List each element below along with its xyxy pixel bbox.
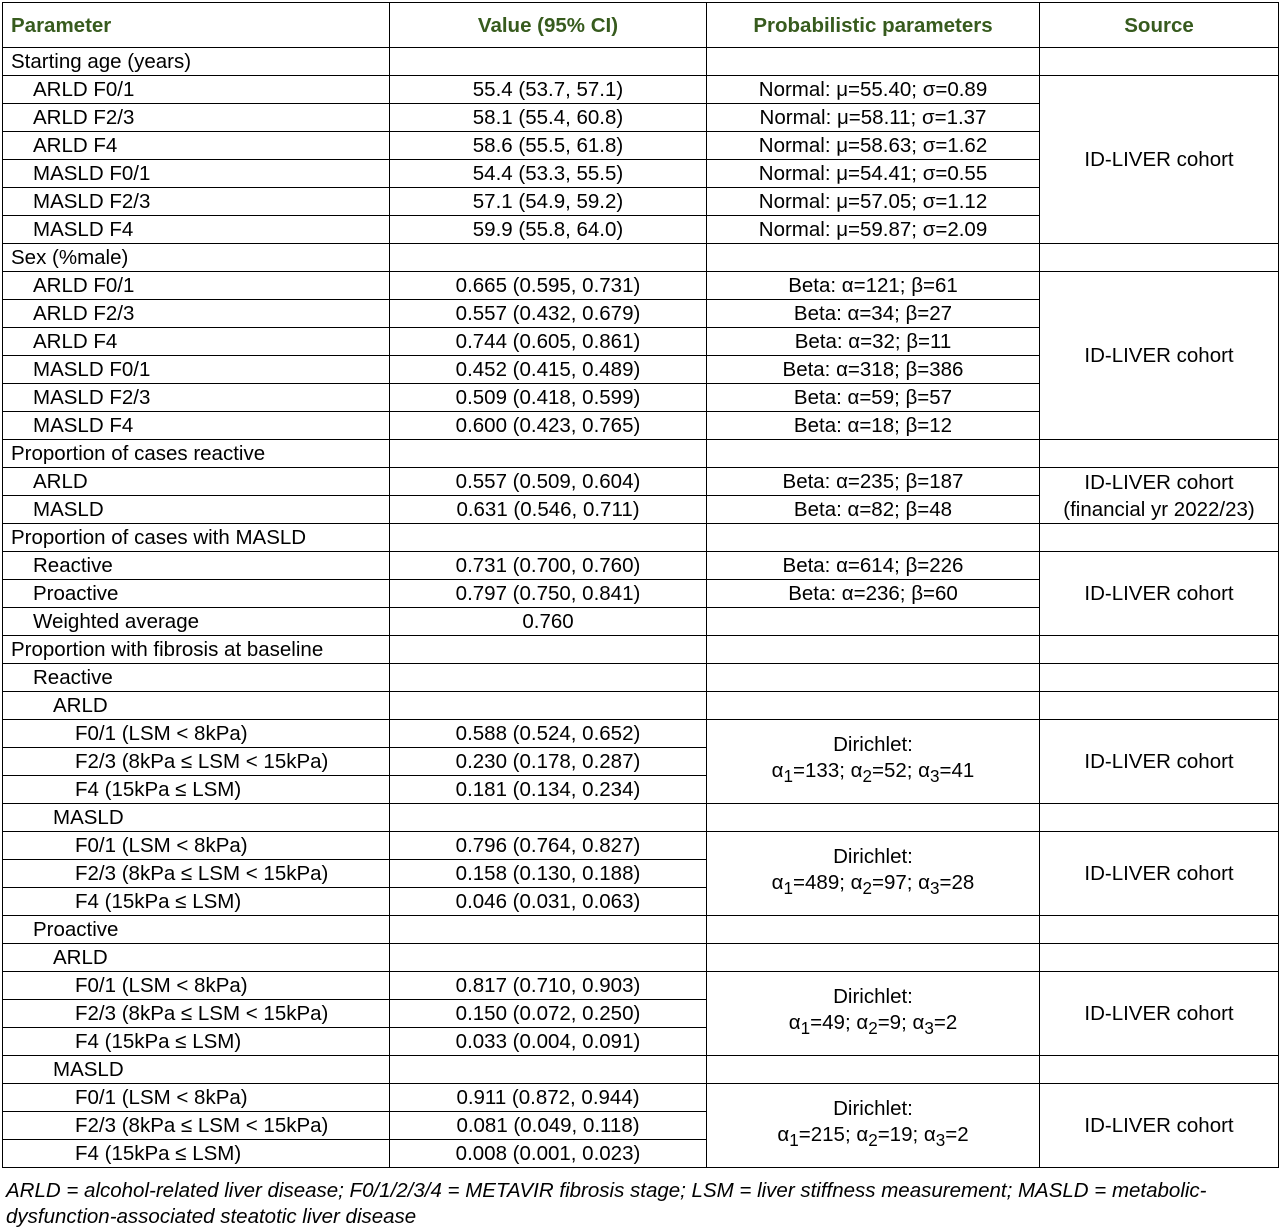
table-row bbox=[3, 76, 1279, 104]
row-value: 55.4 (53.7, 57.1) bbox=[390, 76, 707, 104]
row-name: F2/3 (8kPa ≤ LSM < 15kPa) bbox=[3, 748, 390, 776]
empty-cell bbox=[1040, 916, 1279, 944]
empty-cell bbox=[1040, 636, 1279, 664]
empty-cell bbox=[390, 244, 707, 272]
section-label: Proportion of cases with MASLD bbox=[3, 524, 390, 552]
row-prob bbox=[707, 608, 1040, 636]
row-prob: Beta: α=32; β=11 bbox=[707, 328, 1040, 356]
section-row bbox=[3, 440, 1279, 468]
empty-cell bbox=[707, 804, 1040, 832]
row-name: MASLD F0/1 bbox=[3, 160, 390, 188]
empty-cell bbox=[1040, 664, 1279, 692]
row-name: F0/1 (LSM < 8kPa) bbox=[3, 720, 390, 748]
group-row bbox=[3, 1056, 1279, 1084]
row-value: 0.181 (0.134, 0.234) bbox=[390, 776, 707, 804]
empty-cell bbox=[1040, 48, 1279, 76]
row-value: 0.665 (0.595, 0.731) bbox=[390, 272, 707, 300]
row-source: ID-LIVER cohort bbox=[1040, 1084, 1279, 1168]
row-value: 0.557 (0.432, 0.679) bbox=[390, 300, 707, 328]
group-row bbox=[3, 944, 1279, 972]
row-prob: Beta: α=614; β=226 bbox=[707, 552, 1040, 580]
dirichlet-label: Dirichlet: bbox=[833, 985, 913, 1009]
row-source: ID-LIVER cohort bbox=[1040, 720, 1279, 804]
row-value: 59.9 (55.8, 64.0) bbox=[390, 216, 707, 244]
row-prob: Beta: α=18; β=12 bbox=[707, 412, 1040, 440]
group-label: ARLD bbox=[3, 944, 390, 972]
empty-cell bbox=[707, 636, 1040, 664]
section-label: Starting age (years) bbox=[3, 48, 390, 76]
header-source: Source bbox=[1040, 3, 1279, 48]
row-value: 0.081 (0.049, 0.118) bbox=[390, 1112, 707, 1140]
row-value: 54.4 (53.3, 55.5) bbox=[390, 160, 707, 188]
empty-cell bbox=[390, 692, 707, 720]
row-value: 0.158 (0.130, 0.188) bbox=[390, 860, 707, 888]
row-name: F4 (15kPa ≤ LSM) bbox=[3, 888, 390, 916]
parameters-table bbox=[2, 2, 1279, 1168]
table-row bbox=[3, 832, 1279, 860]
row-source: ID-LIVER cohort bbox=[1040, 76, 1279, 244]
row-value: 0.509 (0.418, 0.599) bbox=[390, 384, 707, 412]
empty-cell bbox=[707, 692, 1040, 720]
group-label: ARLD bbox=[3, 692, 390, 720]
empty-cell bbox=[707, 524, 1040, 552]
table-row bbox=[3, 468, 1279, 496]
dirichlet-alphas: $\alpha_1=215$; $\alpha_2=19$; $\alpha_3=2$ bbox=[777, 1123, 969, 1151]
row-name: MASLD F4 bbox=[3, 216, 390, 244]
empty-cell bbox=[707, 1056, 1040, 1084]
row-source: ID-LIVER cohort bbox=[1040, 552, 1279, 636]
row-name: F2/3 (8kPa ≤ LSM < 15kPa) bbox=[3, 1112, 390, 1140]
row-name: F4 (15kPa ≤ LSM) bbox=[3, 1028, 390, 1056]
row-name: Proactive bbox=[3, 580, 390, 608]
group-row bbox=[3, 692, 1279, 720]
empty-cell bbox=[390, 636, 707, 664]
empty-cell bbox=[390, 1056, 707, 1084]
row-value: 0.452 (0.415, 0.489) bbox=[390, 356, 707, 384]
empty-cell bbox=[390, 524, 707, 552]
row-name: F0/1 (LSM < 8kPa) bbox=[3, 832, 390, 860]
table-row bbox=[3, 1084, 1279, 1112]
row-value: 0.760 bbox=[390, 608, 707, 636]
row-prob: Beta: α=235; β=187 bbox=[707, 468, 1040, 496]
row-value: 0.046 (0.031, 0.063) bbox=[390, 888, 707, 916]
group-label: MASLD bbox=[3, 1056, 390, 1084]
row-value: 0.744 (0.605, 0.861) bbox=[390, 328, 707, 356]
row-source: ID-LIVER cohort bbox=[1040, 272, 1279, 440]
source-line: (financial yr 2022/23) bbox=[1063, 497, 1255, 521]
row-value: 0.911 (0.872, 0.944) bbox=[390, 1084, 707, 1112]
row-name: ARLD F2/3 bbox=[3, 104, 390, 132]
row-source bbox=[1040, 468, 1279, 524]
row-prob bbox=[707, 972, 1040, 1056]
row-name: F0/1 (LSM < 8kPa) bbox=[3, 1084, 390, 1112]
subsection-label: Reactive bbox=[3, 664, 390, 692]
row-name: Reactive bbox=[3, 552, 390, 580]
row-value: 0.557 (0.509, 0.604) bbox=[390, 468, 707, 496]
empty-cell bbox=[707, 916, 1040, 944]
empty-cell bbox=[707, 944, 1040, 972]
source-line: ID-LIVER cohort bbox=[1084, 470, 1234, 494]
row-prob: Beta: α=318; β=386 bbox=[707, 356, 1040, 384]
empty-cell bbox=[1040, 692, 1279, 720]
table-row bbox=[3, 272, 1279, 300]
subsection-row bbox=[3, 664, 1279, 692]
row-value: 57.1 (54.9, 59.2) bbox=[390, 188, 707, 216]
dirichlet-label: Dirichlet: bbox=[833, 1097, 913, 1121]
dirichlet-label: Dirichlet: bbox=[833, 733, 913, 757]
header-row bbox=[3, 3, 1279, 48]
row-name: F2/3 (8kPa ≤ LSM < 15kPa) bbox=[3, 860, 390, 888]
row-prob bbox=[707, 720, 1040, 804]
header-parameter: Parameter bbox=[3, 3, 390, 48]
empty-cell bbox=[707, 48, 1040, 76]
row-value: 0.600 (0.423, 0.765) bbox=[390, 412, 707, 440]
row-source: ID-LIVER cohort bbox=[1040, 832, 1279, 916]
row-name: F2/3 (8kPa ≤ LSM < 15kPa) bbox=[3, 1000, 390, 1028]
row-prob: Normal: μ=57.05; σ=1.12 bbox=[707, 188, 1040, 216]
table-row bbox=[3, 972, 1279, 1000]
subsection-row bbox=[3, 916, 1279, 944]
row-prob: Beta: α=34; β=27 bbox=[707, 300, 1040, 328]
row-name: ARLD F4 bbox=[3, 132, 390, 160]
row-value: 0.150 (0.072, 0.250) bbox=[390, 1000, 707, 1028]
group-row bbox=[3, 804, 1279, 832]
empty-cell bbox=[1040, 944, 1279, 972]
row-value: 0.796 (0.764, 0.827) bbox=[390, 832, 707, 860]
dirichlet-alphas: $\alpha_1=133$; $\alpha_2=52$; $\alpha_3=41$ bbox=[771, 759, 975, 787]
subsection-label: Proactive bbox=[3, 916, 390, 944]
row-name: ARLD bbox=[3, 468, 390, 496]
section-label: Proportion with fibrosis at baseline bbox=[3, 636, 390, 664]
row-value: 0.008 (0.001, 0.023) bbox=[390, 1140, 707, 1168]
row-value: 58.1 (55.4, 60.8) bbox=[390, 104, 707, 132]
row-name: F4 (15kPa ≤ LSM) bbox=[3, 1140, 390, 1168]
row-prob: Normal: μ=55.40; σ=0.89 bbox=[707, 76, 1040, 104]
row-value: 0.588 (0.524, 0.652) bbox=[390, 720, 707, 748]
empty-cell bbox=[390, 804, 707, 832]
section-row bbox=[3, 524, 1279, 552]
row-prob bbox=[707, 1084, 1040, 1168]
empty-cell bbox=[390, 48, 707, 76]
empty-cell bbox=[707, 440, 1040, 468]
empty-cell bbox=[707, 244, 1040, 272]
row-value: 0.817 (0.710, 0.903) bbox=[390, 972, 707, 1000]
row-name: MASLD F2/3 bbox=[3, 188, 390, 216]
row-name: MASLD F0/1 bbox=[3, 356, 390, 384]
table-row bbox=[3, 720, 1279, 748]
row-prob: Normal: μ=59.87; σ=2.09 bbox=[707, 216, 1040, 244]
table-footnote: ARLD = alcohol-related liver disease; F0/1/2/3/4 = METAVIR fibrosis stage; LSM = liver stiffness measurement; MASLD = metabolic-dysfunction-associated steatotic liver disease bbox=[6, 1179, 1207, 1228]
row-value: 0.631 (0.546, 0.711) bbox=[390, 496, 707, 524]
empty-cell bbox=[390, 944, 707, 972]
empty-cell bbox=[390, 664, 707, 692]
row-name: Weighted average bbox=[3, 608, 390, 636]
empty-cell bbox=[1040, 1056, 1279, 1084]
row-value: 0.731 (0.700, 0.760) bbox=[390, 552, 707, 580]
row-name: MASLD bbox=[3, 496, 390, 524]
row-source: ID-LIVER cohort bbox=[1040, 972, 1279, 1056]
row-name: ARLD F0/1 bbox=[3, 272, 390, 300]
row-name: F0/1 (LSM < 8kPa) bbox=[3, 972, 390, 1000]
row-prob: Beta: α=121; β=61 bbox=[707, 272, 1040, 300]
empty-cell bbox=[707, 664, 1040, 692]
dirichlet-alphas: $\alpha_1=489$; $\alpha_2=97$; $\alpha_3=28$ bbox=[771, 871, 975, 899]
row-prob: Normal: μ=54.41; σ=0.55 bbox=[707, 160, 1040, 188]
row-name: ARLD F2/3 bbox=[3, 300, 390, 328]
row-name: ARLD F0/1 bbox=[3, 76, 390, 104]
empty-cell bbox=[1040, 244, 1279, 272]
section-row bbox=[3, 636, 1279, 664]
section-row bbox=[3, 244, 1279, 272]
empty-cell bbox=[1040, 804, 1279, 832]
empty-cell bbox=[390, 440, 707, 468]
header-probabilistic: Probabilistic parameters bbox=[707, 3, 1040, 48]
empty-cell bbox=[1040, 524, 1279, 552]
section-row bbox=[3, 48, 1279, 76]
row-prob bbox=[707, 832, 1040, 916]
row-name: MASLD F4 bbox=[3, 412, 390, 440]
empty-cell bbox=[390, 916, 707, 944]
section-label: Proportion of cases reactive bbox=[3, 440, 390, 468]
row-prob: Beta: α=59; β=57 bbox=[707, 384, 1040, 412]
section-label: Sex (%male) bbox=[3, 244, 390, 272]
row-value: 0.797 (0.750, 0.841) bbox=[390, 580, 707, 608]
row-value: 0.033 (0.004, 0.091) bbox=[390, 1028, 707, 1056]
row-prob: Normal: μ=58.11; σ=1.37 bbox=[707, 104, 1040, 132]
header-value: Value (95% CI) bbox=[390, 3, 707, 48]
dirichlet-label: Dirichlet: bbox=[833, 845, 913, 869]
row-prob: Beta: α=82; β=48 bbox=[707, 496, 1040, 524]
table-row bbox=[3, 552, 1279, 580]
row-name: MASLD F2/3 bbox=[3, 384, 390, 412]
row-prob: Beta: α=236; β=60 bbox=[707, 580, 1040, 608]
row-name: ARLD F4 bbox=[3, 328, 390, 356]
row-prob: Normal: μ=58.63; σ=1.62 bbox=[707, 132, 1040, 160]
row-name: F4 (15kPa ≤ LSM) bbox=[3, 776, 390, 804]
empty-cell bbox=[1040, 440, 1279, 468]
dirichlet-alphas: $\alpha_1=49$; $\alpha_2=9$; $\alpha_3=2$ bbox=[788, 1011, 958, 1039]
row-value: 0.230 (0.178, 0.287) bbox=[390, 748, 707, 776]
group-label: MASLD bbox=[3, 804, 390, 832]
row-value: 58.6 (55.5, 61.8) bbox=[390, 132, 707, 160]
